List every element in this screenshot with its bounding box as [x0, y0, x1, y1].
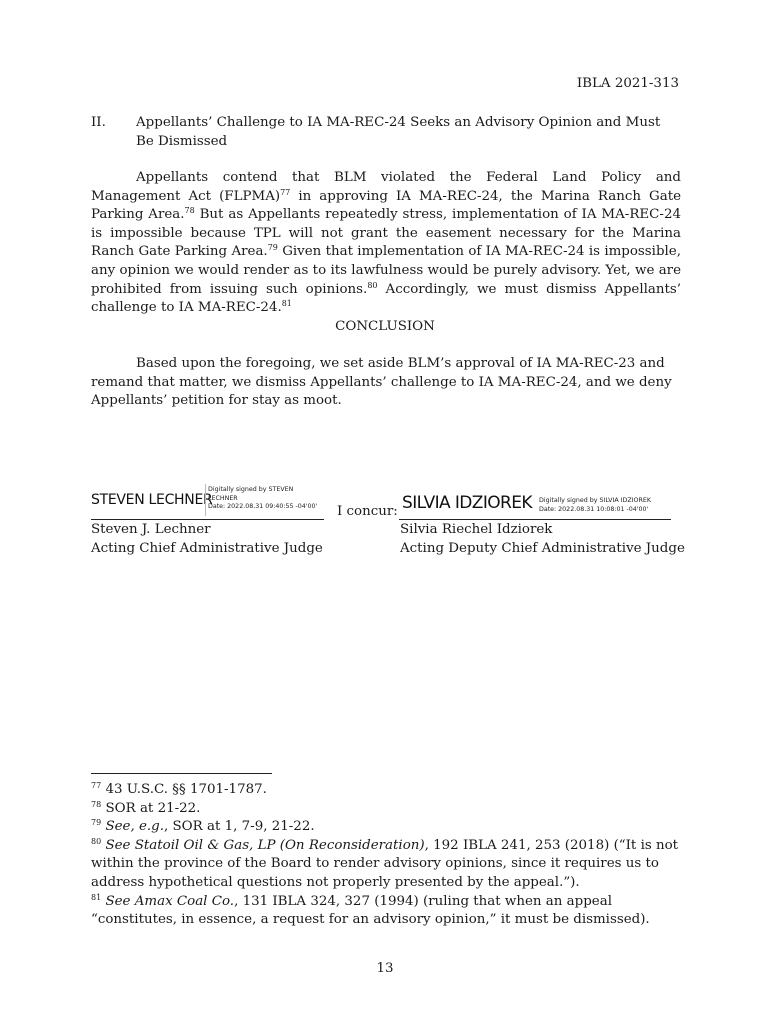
footnote-81: $^{81}$ See Amax Coal Co., 131 IBLA 324, 327 (1994) (ruling that when an appeal “constitutes, in essence, a request for an advisory opinion,” it must be dismissed). — [91, 892, 650, 928]
footnote-ref-77[interactable]: 77 — [280, 187, 291, 197]
signature-divider-left — [205, 484, 206, 516]
section-title: Appellants’ Challenge to IA MA-REC-24 Seeks an Advisory Opinion and Must Be Dismissed — [136, 115, 661, 149]
signed-name-right: SILVIA IDZIOREK — [402, 493, 532, 513]
body-paragraph: Appellants contend that BLM violated the Federal Land Policy and Management Act (FLPMA)$^{77}$ in approving IA MA-REC-24, the Marina Ranch Gate Parking Area.$^{78}$ But as Appellants repeatedly stress, implementation of IA MA-REC-24 is impossible because TPL will not grant the easement necessary for the Marina Ranch Gate Parking Area.$^{79}$ Given that implementation of IA MA-REC-24 is impossible, any opinion we would render as to its lawfulness would be purely advisory. Yet, we are prohibited from issuing such opinions.$^{80}$ Accordingly, we must dismiss Appellants’ challenge to IA MA-REC-24.81 — [91, 170, 682, 316]
footnote-ref-79[interactable]: 79 — [267, 243, 278, 253]
concur-label: I concur: — [337, 504, 398, 519]
judge-name-left: Steven J. Lechner — [91, 522, 211, 537]
footnote-ref-78[interactable]: 78 — [184, 206, 195, 216]
page-number: 13 — [376, 961, 394, 976]
footnote-80: $^{80}$ See Statoil Oil & Gas, LP (On Reconsideration), 192 IBLA 241, 253 (2018) (“It is not within the province of the Board to render advisory opinions, since it requires us to address hypothetical questions not properly presented by the appeal.”). — [91, 836, 679, 890]
footnote-77: $^{77}$ 43 U.S.C. §§ 1701-1787. — [91, 781, 267, 797]
footnote-ref-81[interactable]: 81 — [281, 299, 292, 309]
signature-line-left — [91, 519, 324, 520]
footnote-separator — [91, 773, 272, 774]
judge-title-left: Acting Chief Administrative Judge — [91, 541, 323, 556]
signed-name-left: STEVEN LECHNER — [91, 492, 213, 508]
judge-name-right: Silvia Riechel Idziorek — [400, 522, 553, 537]
footnote-78: $^{78}$ SOR at 21-22. — [91, 799, 201, 816]
digital-signature-left: Digitally signed by STEVEN LECHNER Date: 2022.08.31 09:40:55 -04'00' — [208, 486, 318, 510]
digital-signature-right: Digitally signed by SILVIA IDZIOREK Date: 2022.08.31 10:08:01 -04'00' — [539, 497, 651, 513]
conclusion-heading: CONCLUSION — [335, 319, 435, 334]
footnotes — [91, 781, 681, 930]
footnote-79: $^{79}$ See, e.g., SOR at 1, 7-9, 21-22. — [91, 818, 315, 835]
judge-title-right: Acting Deputy Chief Administrative Judge — [400, 541, 685, 556]
signature-line-right — [399, 519, 671, 520]
section-number: II. — [91, 115, 106, 130]
footnote-ref-80[interactable]: 80 — [367, 280, 378, 290]
conclusion-paragraph: Based upon the foregoing, we set aside BLM’s approval of IA MA-REC-23 and remand that matter, we dismiss Appellants’ challenge to IA MA-REC-24, and we deny Appellants’ petition for stay as moot. — [91, 356, 672, 409]
docket-number: IBLA 2021-313 — [576, 76, 679, 91]
